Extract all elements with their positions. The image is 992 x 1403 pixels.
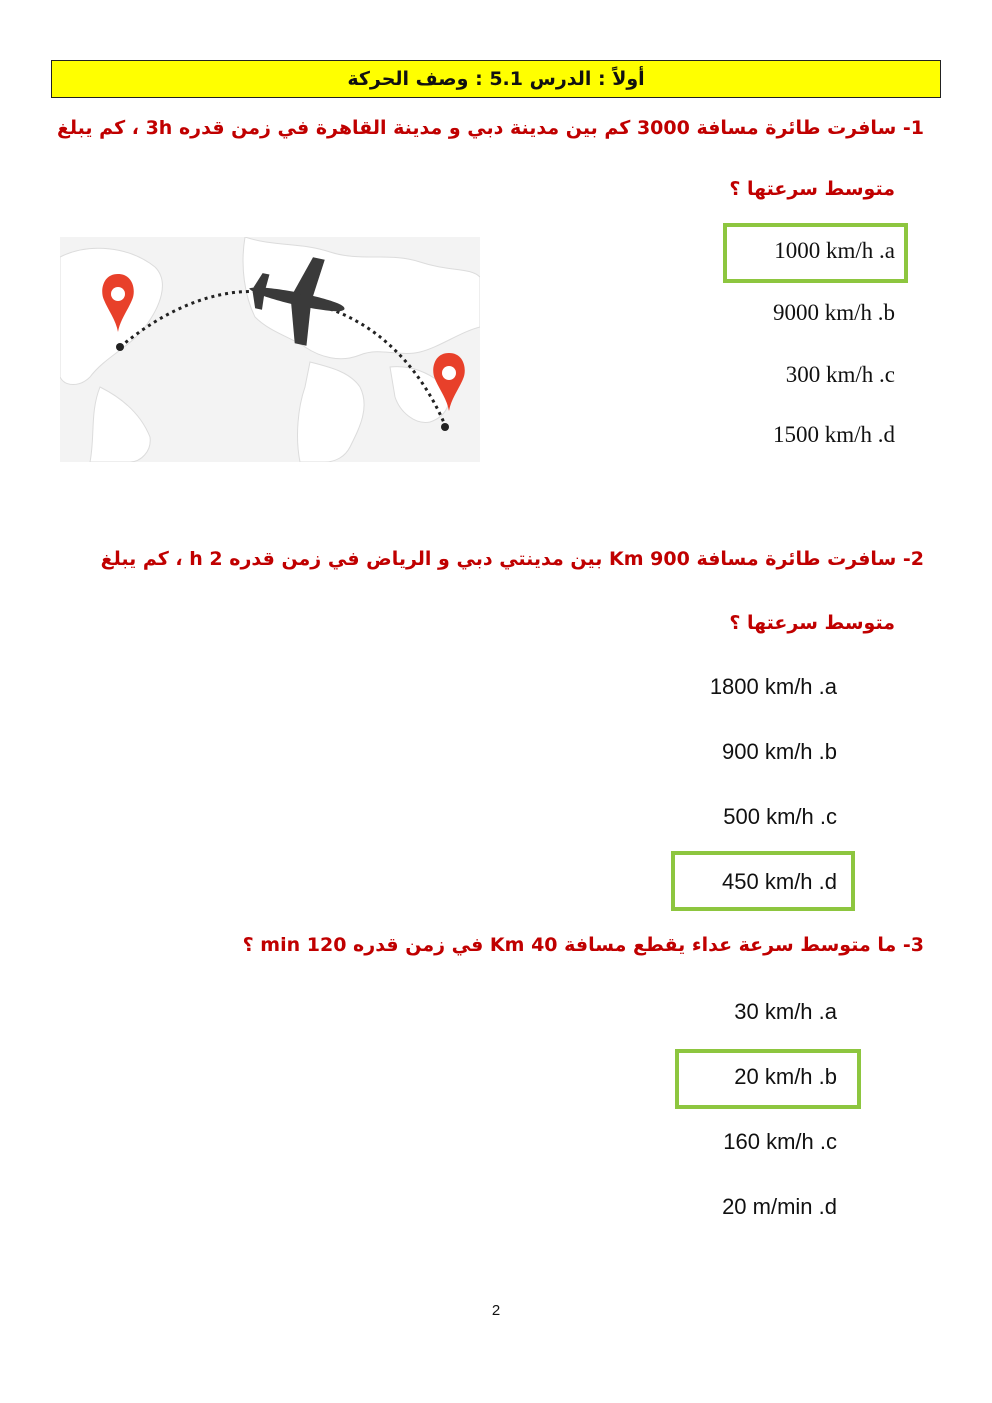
q1-option-c[interactable]: 300 km/h .c bbox=[785, 362, 895, 387]
question-3-text: 3- ما متوسط سرعة عداء يقطع مسافة 40 Km في زمن قدره 120 min ؟ bbox=[242, 934, 924, 956]
q3-option-b[interactable]: 20 km/h .b bbox=[734, 1064, 837, 1089]
flight-map-illustration bbox=[60, 237, 480, 462]
q2-option-c[interactable]: 500 km/h .c bbox=[723, 804, 837, 829]
q1-option-d[interactable]: 1500 km/h .d bbox=[772, 422, 895, 447]
q1-option-a[interactable]: 1000 km/h .a bbox=[774, 238, 895, 263]
question-1-text-cont: متوسط سرعتها ؟ bbox=[729, 178, 895, 200]
lesson-header bbox=[51, 60, 941, 98]
q2-option-d[interactable]: 450 km/h .d bbox=[722, 869, 837, 894]
q3-option-c[interactable]: 160 km/h .c bbox=[723, 1129, 837, 1154]
q1-option-b[interactable]: 9000 km/h .b bbox=[772, 300, 895, 325]
world-map bbox=[60, 237, 480, 462]
q2-option-b[interactable]: 900 km/h .b bbox=[722, 739, 837, 764]
question-1-text: 1- سافرت طائرة مسافة 3000 كم بين مدينة دبي و مدينة القاهرة في زمن قدره 3h ، كم يبلغ bbox=[56, 117, 924, 139]
lesson-title: أولاً : الدرس 5.1 : وصف الحركة bbox=[347, 68, 645, 90]
q2-option-a[interactable]: 1800 km/h .a bbox=[709, 674, 837, 699]
q3-option-d[interactable]: 20 m/min .d bbox=[722, 1194, 837, 1219]
question-2-text: 2- سافرت طائرة مسافة 900 Km بين مدينتي دبي و الرياض في زمن قدره 2 h ، كم يبلغ bbox=[100, 548, 924, 570]
page-number: 2 bbox=[491, 1302, 501, 1319]
question-2-text-cont: متوسط سرعتها ؟ bbox=[729, 612, 895, 634]
q3-option-a[interactable]: 30 km/h .a bbox=[734, 999, 837, 1024]
